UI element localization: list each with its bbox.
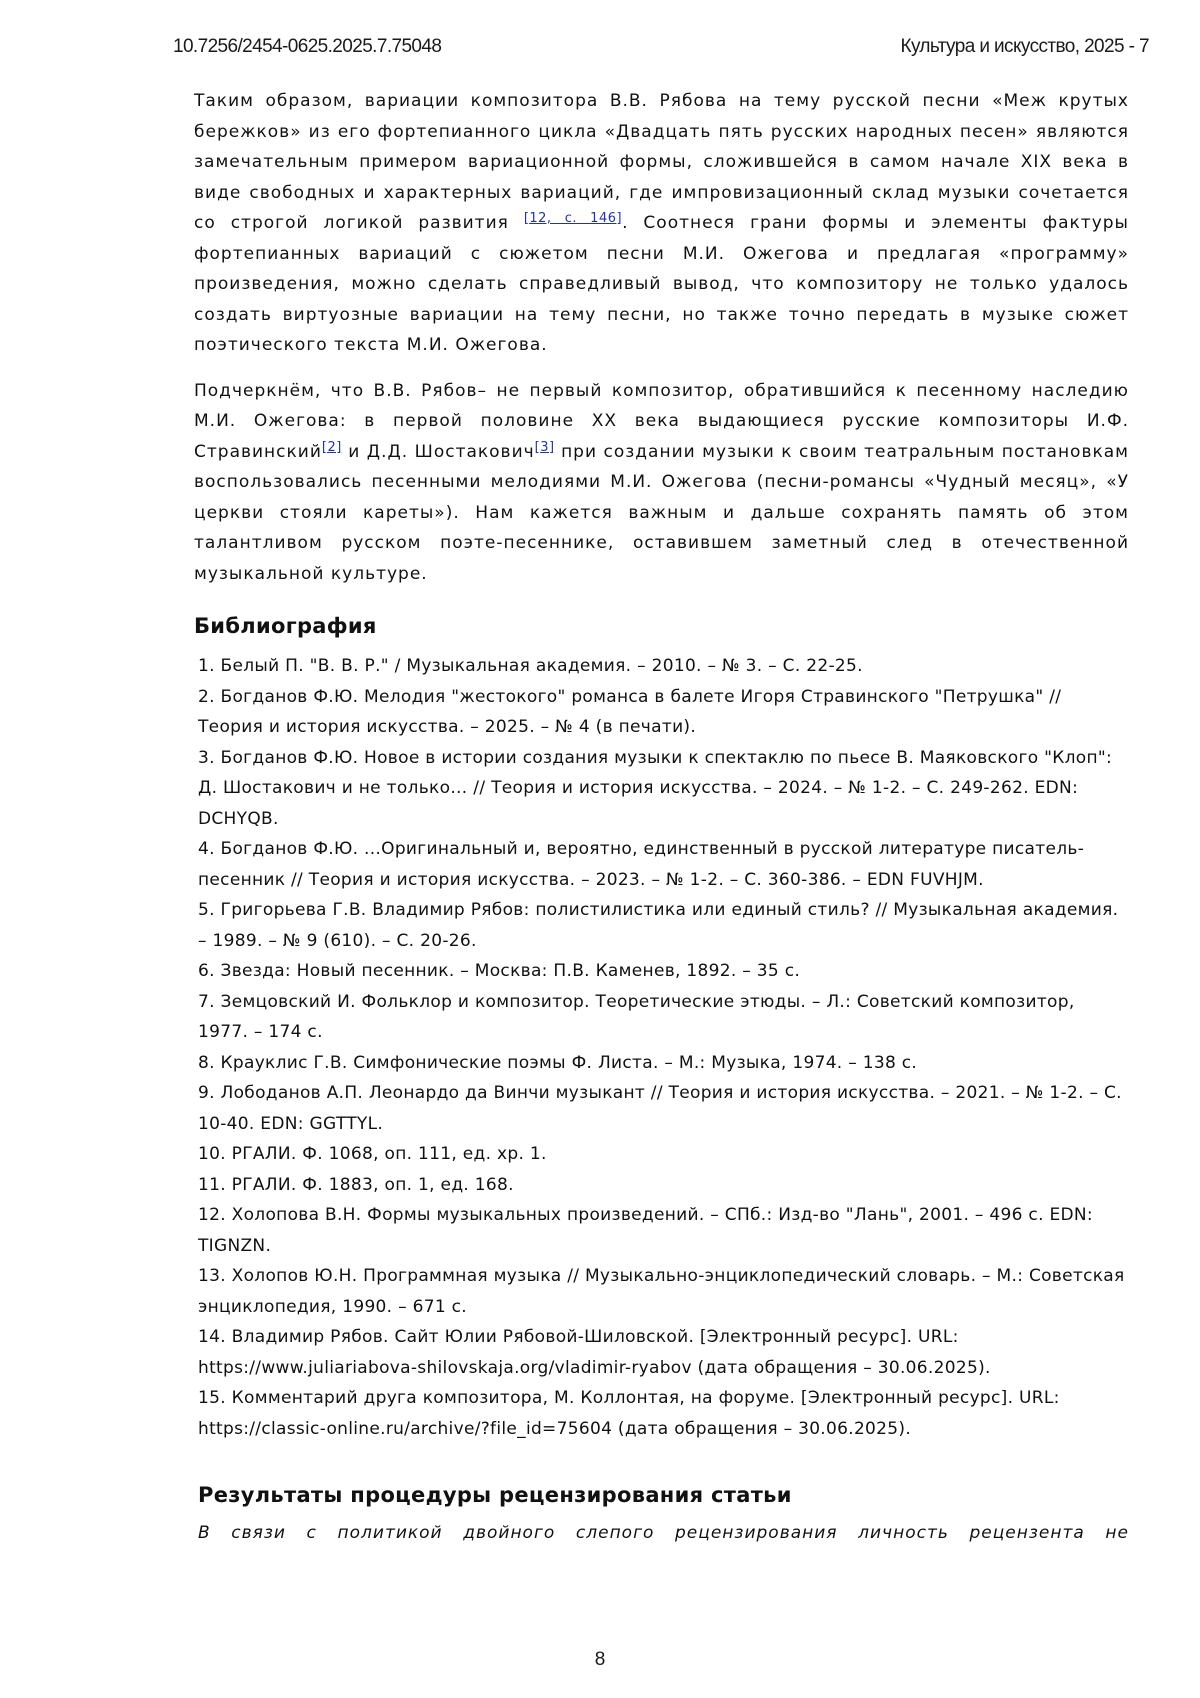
bibliography-list — [194, 651, 1129, 1444]
bibliography-item: 2. Богданов Ф.Ю. Мелодия "жестокого" романса в балете Игоря Стравинского "Петрушка" // Теория и история искусства. – 2025. – № 4 (в печати). — [198, 686, 1062, 737]
paragraph-text: Таким образом, вариации композитора В.В. Рябова на тему русской песни «Меж крутых бережков» из его фортепианного цикла «Двадцать пять русских народных песен» являются замечательным примером вариационной формы, сложившейся в самом начале XIX века в виде свободных и характерных вариаций, где импровизационный склад музыки сочетается со строгой логикой развития — [194, 91, 1129, 233]
paragraph-text: Подчеркнём, что В.В. Рябов– не первый композитор, обратившийся к песенному наследию М.И. Ожегова: в первой половине XX века выдающиеся русские композиторы И.Ф. Стравинский — [194, 380, 1129, 462]
bibliography-item: 10. РГАЛИ. Ф. 1068, оп. 111, ед. хр. 1. — [198, 1144, 547, 1164]
bibliography-item: 14. Владимир Рябов. Сайт Юлии Рябовой-Шиловской. [Электронный ресурс]. URL: https://www.juliariabova-shilovskaja.org/vladimir-ryabov (дата обращения – 30.06.2025). — [198, 1327, 991, 1378]
bibliography-item: 15. Комментарий друга композитора, М. Коллонтая, на форуме. [Электронный ресурс]. URL: https://classic-online.ru/archive/?file_id=75604 (дата обращения – 30.06.2025). — [198, 1388, 1060, 1439]
bibliography-item: 8. Крауклис Г.В. Симфонические поэмы Ф. Листа. – М.: Музыка, 1974. – 138 с. — [198, 1052, 918, 1073]
bibliography-item: 1. Белый П. "В. В. Р." / Музыкальная академия. – 2010. – № 3. – С. 22-25. — [198, 656, 863, 676]
article-content — [194, 86, 1129, 1548]
bibliography-item: 12. Холопова В.Н. Формы музыкальных произведений. – СПб.: Изд-во "Лань", 2001. – 496 с. EDN: TIGNZN. — [198, 1205, 1093, 1256]
body-paragraph-1 — [194, 86, 1129, 361]
review-text: В связи с политикой двойного слепого рецензирования личность рецензента не — [198, 1523, 1129, 1543]
review-results-heading: Результаты процедуры рецензирования статьи — [198, 1483, 792, 1507]
journal-issue-label: Культура и искусство, 2025 - 7 — [900, 36, 1149, 57]
citation-link-2[interactable]: [2] — [321, 439, 342, 455]
body-paragraph-2 — [194, 376, 1129, 590]
citation-link-12[interactable]: [12, с. 146] — [523, 211, 623, 226]
bibliography-item: 3. Богданов Ф.Ю. Новое в истории создания музыки к спектаклю по пьесе В. Маяковского "Клоп": Д. Шостакович и не только… // Теория и история искусства. – 2024. – № 1-2. – С. 249-262. EDN: DCHYQB. — [198, 747, 1113, 829]
bibliography-heading: Библиография — [194, 614, 377, 638]
bibliography-item: 9. Лободанов А.П. Леонардо да Винчи музыкант // Теория и история искусства. – 2021. – № 1-2. – С. 10-40. EDN: GGTTYL. — [198, 1083, 1122, 1134]
bibliography-item: 6. Звезда: Новый песенник. – Москва: П.В. Каменев, 1892. – 35 с. — [198, 961, 801, 981]
doi-label: 10.7256/2454-0625.2025.7.75048 — [173, 36, 442, 57]
paragraph-text: . Соотнеся грани формы и элементы фактуры фортепианных вариаций с сюжетом песни М.И. Ожегова и предлагая «программу» произведения, можно сделать справедливый вывод, что композитору не только удалось создать виртуозные вариации на тему песни, но также точно передать в музыке сюжет поэтического текста М.И. Ожегова. — [194, 213, 1129, 355]
bibliography-item: 13. Холопов Ю.Н. Программная музыка // Музыкально-энциклопедический словарь. – М.: Советская энциклопедия, 1990. – 671 с. — [198, 1266, 1125, 1317]
bibliography-item: 4. Богданов Ф.Ю. ...Оригинальный и, вероятно, единственный в русской литературе писатель-песенник // Теория и история искусства. – 2023. – № 1-2. – С. 360-386. – EDN FUVHJM. — [198, 839, 1085, 890]
running-header — [173, 36, 1149, 62]
paragraph-text: и Д.Д. Шостакович — [341, 441, 535, 462]
bibliography-item: 7. Земцовский И. Фольклор и композитор. Теоретические этюды. – Л.: Советский композитор, 1977. – 174 с. — [198, 991, 1075, 1042]
paragraph-text: при создании музыки к своим театральным постановкам воспользовались песенными мелодиями М.И. Ожегова (песни-романсы «Чудный месяц», «У церкви стояли кареты»). Нам кажется важным и дальше сохранять память об этом талантливом русском поэте-песеннике, оставившем заметный след в отечественной музыкальной культуре. — [194, 441, 1129, 584]
page-number: 8 — [594, 1649, 606, 1670]
bibliography-item: 11. РГАЛИ. Ф. 1883, оп. 1, ед. 168. — [198, 1174, 514, 1195]
citation-link-3[interactable]: [3] — [534, 439, 555, 455]
bibliography-item: 5. Григорьева Г.В. Владимир Рябов: полистилистика или единый стиль? // Музыкальная академия. – 1989. – № 9 (610). – С. 20-26. — [198, 900, 1119, 951]
